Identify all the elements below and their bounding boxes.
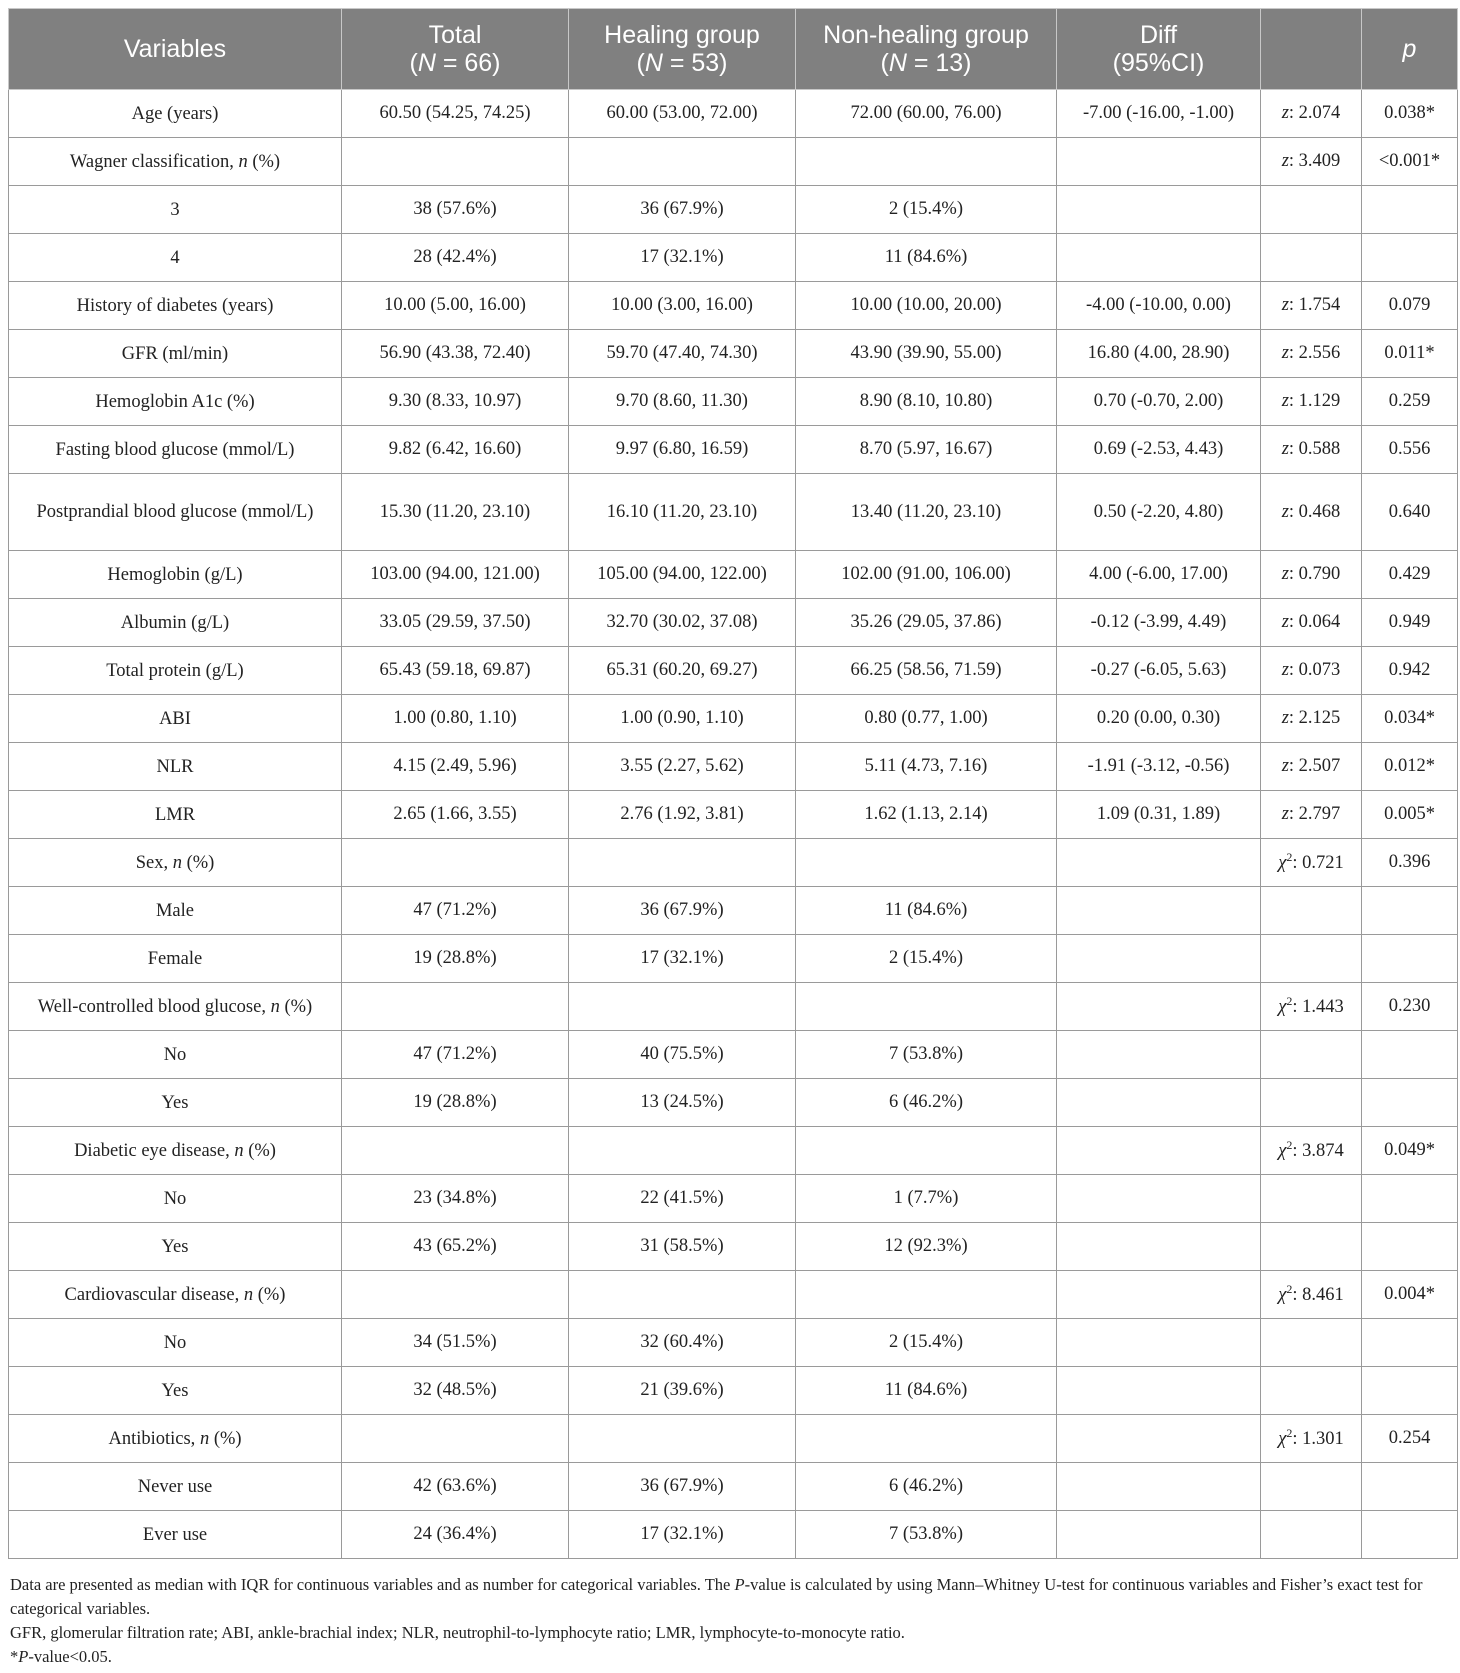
cell-diff [1057, 983, 1261, 1031]
cell-total: 4.15 (2.49, 5.96) [342, 743, 569, 791]
cell-statistic [1261, 887, 1362, 935]
cell-statistic: z: 1.129 [1261, 378, 1362, 426]
header-total-label: Total [428, 21, 482, 49]
cell-healing: 65.31 (60.20, 69.27) [569, 647, 796, 695]
cell-variable: Male [9, 887, 342, 935]
table-row [9, 1175, 1458, 1223]
cell-p-value [1362, 1463, 1458, 1511]
table-row [9, 1079, 1458, 1127]
header-p: p [1362, 9, 1458, 90]
cell-variable: No [9, 1319, 342, 1367]
cell-p-value: 0.949 [1362, 599, 1458, 647]
cell-diff: 4.00 (-6.00, 17.00) [1057, 551, 1261, 599]
header-nonhealing-label: Non-healing group [823, 21, 1029, 49]
cell-diff [1057, 1271, 1261, 1319]
cell-total: 9.30 (8.33, 10.97) [342, 378, 569, 426]
cell-healing [569, 138, 796, 186]
cell-variable: Age (years) [9, 90, 342, 138]
cell-total [342, 983, 569, 1031]
cell-statistic [1261, 1511, 1362, 1559]
cell-diff: -0.12 (-3.99, 4.49) [1057, 599, 1261, 647]
cell-diff [1057, 1127, 1261, 1175]
table-row [9, 234, 1458, 282]
table-row [9, 695, 1458, 743]
cell-statistic [1261, 186, 1362, 234]
cell-nonhealing: 66.25 (58.56, 71.59) [796, 647, 1057, 695]
cell-p-value [1362, 935, 1458, 983]
cell-p-value: <0.001* [1362, 138, 1458, 186]
table-row [9, 647, 1458, 695]
cell-nonhealing: 35.26 (29.05, 37.86) [796, 599, 1057, 647]
cell-statistic: z: 2.125 [1261, 695, 1362, 743]
cell-statistic [1261, 1031, 1362, 1079]
cell-p-value [1362, 1367, 1458, 1415]
cell-nonhealing: 2 (15.4%) [796, 186, 1057, 234]
cell-variable: Wagner classification, n (%) [9, 138, 342, 186]
cell-total: 2.65 (1.66, 3.55) [342, 791, 569, 839]
cell-variable: ABI [9, 695, 342, 743]
cell-nonhealing: 7 (53.8%) [796, 1031, 1057, 1079]
cell-p-value [1362, 1223, 1458, 1271]
footnote-significance: *P-value<0.05. [10, 1647, 112, 1666]
table-footnotes [8, 1573, 1457, 1669]
cell-healing: 17 (32.1%) [569, 935, 796, 983]
cell-nonhealing: 11 (84.6%) [796, 1367, 1057, 1415]
table-row [9, 186, 1458, 234]
cell-nonhealing: 11 (84.6%) [796, 234, 1057, 282]
cell-total [342, 1127, 569, 1175]
cell-nonhealing [796, 1415, 1057, 1463]
cell-total: 65.43 (59.18, 69.87) [342, 647, 569, 695]
cell-diff: 0.50 (-2.20, 4.80) [1057, 474, 1261, 551]
cell-statistic: $\chi^2$: 1.443 [1261, 983, 1362, 1031]
table-row [9, 839, 1458, 887]
cell-total: 19 (28.8%) [342, 1079, 569, 1127]
cell-healing: 36 (67.9%) [569, 186, 796, 234]
table-row [9, 743, 1458, 791]
cell-total: 56.90 (43.38, 72.40) [342, 330, 569, 378]
cell-nonhealing: 10.00 (10.00, 20.00) [796, 282, 1057, 330]
table-row [9, 791, 1458, 839]
cell-statistic: z: 0.073 [1261, 647, 1362, 695]
cell-nonhealing [796, 983, 1057, 1031]
cell-nonhealing: 43.90 (39.90, 55.00) [796, 330, 1057, 378]
cell-diff: 0.69 (-2.53, 4.43) [1057, 426, 1261, 474]
header-nonhealing [796, 9, 1057, 90]
cell-healing [569, 1127, 796, 1175]
cell-healing: 17 (32.1%) [569, 1511, 796, 1559]
data-table [8, 8, 1458, 1559]
cell-variable: Fasting blood glucose (mmol/L) [9, 426, 342, 474]
cell-diff [1057, 1463, 1261, 1511]
table-row [9, 599, 1458, 647]
cell-healing: 1.00 (0.90, 1.10) [569, 695, 796, 743]
cell-statistic: $\chi^2$: 1.301 [1261, 1415, 1362, 1463]
cell-variable: Yes [9, 1223, 342, 1271]
cell-diff [1057, 1415, 1261, 1463]
header-healing-n: (N = 53) [636, 49, 728, 77]
cell-p-value: 0.012* [1362, 743, 1458, 791]
cell-variable: 4 [9, 234, 342, 282]
cell-total: 34 (51.5%) [342, 1319, 569, 1367]
cell-nonhealing: 1.62 (1.13, 2.14) [796, 791, 1057, 839]
cell-p-value: 0.429 [1362, 551, 1458, 599]
cell-variable: No [9, 1031, 342, 1079]
cell-diff [1057, 1511, 1261, 1559]
table-row [9, 282, 1458, 330]
cell-total: 9.82 (6.42, 16.60) [342, 426, 569, 474]
cell-variable: Never use [9, 1463, 342, 1511]
cell-variable: 3 [9, 186, 342, 234]
cell-total: 43 (65.2%) [342, 1223, 569, 1271]
cell-statistic: $\chi^2$: 8.461 [1261, 1271, 1362, 1319]
header-variables: Variables [9, 9, 342, 90]
cell-total: 19 (28.8%) [342, 935, 569, 983]
cell-p-value: 0.034* [1362, 695, 1458, 743]
cell-diff: 0.70 (-0.70, 2.00) [1057, 378, 1261, 426]
table-row [9, 551, 1458, 599]
cell-nonhealing [796, 1271, 1057, 1319]
cell-total: 24 (36.4%) [342, 1511, 569, 1559]
cell-total: 42 (63.6%) [342, 1463, 569, 1511]
table-row [9, 1319, 1458, 1367]
cell-nonhealing: 72.00 (60.00, 76.00) [796, 90, 1057, 138]
cell-diff [1057, 186, 1261, 234]
cell-nonhealing: 12 (92.3%) [796, 1223, 1057, 1271]
cell-variable: Yes [9, 1079, 342, 1127]
table-row [9, 330, 1458, 378]
header-nonhealing-n: (N = 13) [880, 49, 972, 77]
cell-statistic: z: 2.074 [1261, 90, 1362, 138]
table-header [9, 9, 1458, 90]
cell-healing [569, 983, 796, 1031]
cell-healing: 3.55 (2.27, 5.62) [569, 743, 796, 791]
cell-p-value: 0.005* [1362, 791, 1458, 839]
cell-healing: 40 (75.5%) [569, 1031, 796, 1079]
cell-diff: -4.00 (-10.00, 0.00) [1057, 282, 1261, 330]
table-row [9, 1271, 1458, 1319]
cell-variable: Hemoglobin (g/L) [9, 551, 342, 599]
header-diff-label: Diff [1139, 21, 1178, 49]
cell-diff [1057, 1319, 1261, 1367]
table-row [9, 1415, 1458, 1463]
cell-p-value: 0.038* [1362, 90, 1458, 138]
footnote-methods: Data are presented as median with IQR for continuous variables and as number for categorical variables. The P-value is calculated by using Mann–Whitney U-test for continuous variables and Fisher’s exact test for categorical variables. [10, 1575, 1423, 1618]
cell-variable: Albumin (g/L) [9, 599, 342, 647]
table-row [9, 887, 1458, 935]
cell-statistic [1261, 1367, 1362, 1415]
cell-statistic: $\chi^2$: 0.721 [1261, 839, 1362, 887]
header-stat [1261, 9, 1362, 90]
cell-healing: 22 (41.5%) [569, 1175, 796, 1223]
cell-total: 38 (57.6%) [342, 186, 569, 234]
cell-variable: Hemoglobin A1c (%) [9, 378, 342, 426]
cell-nonhealing: 8.70 (5.97, 16.67) [796, 426, 1057, 474]
cell-total: 1.00 (0.80, 1.10) [342, 695, 569, 743]
table-row [9, 474, 1458, 551]
cell-diff: -1.91 (-3.12, -0.56) [1057, 743, 1261, 791]
cell-healing: 10.00 (3.00, 16.00) [569, 282, 796, 330]
footnote-abbreviations: GFR, glomerular filtration rate; ABI, ankle-brachial index; NLR, neutrophil-to-lymphocyte ratio; LMR, lymphocyte-to-monocyte ratio. [10, 1623, 905, 1642]
cell-p-value: 0.556 [1362, 426, 1458, 474]
cell-healing: 32.70 (30.02, 37.08) [569, 599, 796, 647]
cell-total: 60.50 (54.25, 74.25) [342, 90, 569, 138]
cell-diff: 16.80 (4.00, 28.90) [1057, 330, 1261, 378]
cell-statistic: z: 2.556 [1261, 330, 1362, 378]
cell-diff [1057, 935, 1261, 983]
cell-variable: NLR [9, 743, 342, 791]
cell-statistic [1261, 1079, 1362, 1127]
cell-healing: 31 (58.5%) [569, 1223, 796, 1271]
cell-variable: Total protein (g/L) [9, 647, 342, 695]
cell-healing [569, 1415, 796, 1463]
cell-p-value [1362, 1511, 1458, 1559]
cell-diff [1057, 1079, 1261, 1127]
cell-healing: 36 (67.9%) [569, 887, 796, 935]
table-row [9, 1511, 1458, 1559]
cell-statistic: z: 0.064 [1261, 599, 1362, 647]
cell-p-value: 0.079 [1362, 282, 1458, 330]
cell-healing: 60.00 (53.00, 72.00) [569, 90, 796, 138]
cell-statistic: z: 0.588 [1261, 426, 1362, 474]
cell-p-value [1362, 234, 1458, 282]
cell-healing: 16.10 (11.20, 23.10) [569, 474, 796, 551]
cell-healing [569, 1271, 796, 1319]
cell-statistic [1261, 1175, 1362, 1223]
cell-variable: History of diabetes (years) [9, 282, 342, 330]
cell-diff [1057, 1367, 1261, 1415]
cell-p-value: 0.942 [1362, 647, 1458, 695]
table-container [8, 8, 1457, 1669]
cell-variable: Sex, n (%) [9, 839, 342, 887]
table-row [9, 1367, 1458, 1415]
cell-variable: Ever use [9, 1511, 342, 1559]
cell-diff [1057, 1031, 1261, 1079]
header-row [9, 9, 1458, 90]
cell-statistic [1261, 935, 1362, 983]
cell-statistic [1261, 1463, 1362, 1511]
cell-variable: No [9, 1175, 342, 1223]
table-row [9, 426, 1458, 474]
cell-healing: 105.00 (94.00, 122.00) [569, 551, 796, 599]
cell-healing: 32 (60.4%) [569, 1319, 796, 1367]
cell-p-value: 0.011* [1362, 330, 1458, 378]
header-healing [569, 9, 796, 90]
cell-statistic [1261, 1319, 1362, 1367]
cell-healing: 36 (67.9%) [569, 1463, 796, 1511]
header-total [342, 9, 569, 90]
cell-total: 103.00 (94.00, 121.00) [342, 551, 569, 599]
cell-total: 10.00 (5.00, 16.00) [342, 282, 569, 330]
cell-statistic [1261, 1223, 1362, 1271]
table-body [9, 90, 1458, 1559]
cell-diff [1057, 887, 1261, 935]
cell-healing: 21 (39.6%) [569, 1367, 796, 1415]
table-row [9, 935, 1458, 983]
cell-variable: Yes [9, 1367, 342, 1415]
cell-nonhealing: 2 (15.4%) [796, 1319, 1057, 1367]
table-row [9, 1223, 1458, 1271]
cell-nonhealing: 11 (84.6%) [796, 887, 1057, 935]
cell-statistic: $\chi^2$: 3.874 [1261, 1127, 1362, 1175]
header-diff [1057, 9, 1261, 90]
cell-p-value: 0.259 [1362, 378, 1458, 426]
cell-p-value [1362, 186, 1458, 234]
cell-variable: Well-controlled blood glucose, n (%) [9, 983, 342, 1031]
cell-variable: Antibiotics, n (%) [9, 1415, 342, 1463]
cell-diff: 1.09 (0.31, 1.89) [1057, 791, 1261, 839]
table-row [9, 1031, 1458, 1079]
cell-nonhealing: 6 (46.2%) [796, 1079, 1057, 1127]
cell-healing: 13 (24.5%) [569, 1079, 796, 1127]
cell-statistic: z: 3.409 [1261, 138, 1362, 186]
cell-variable: GFR (ml/min) [9, 330, 342, 378]
cell-statistic: z: 1.754 [1261, 282, 1362, 330]
cell-variable: Cardiovascular disease, n (%) [9, 1271, 342, 1319]
cell-nonhealing: 0.80 (0.77, 1.00) [796, 695, 1057, 743]
cell-total: 23 (34.8%) [342, 1175, 569, 1223]
table-row [9, 1127, 1458, 1175]
cell-diff [1057, 138, 1261, 186]
cell-diff [1057, 1223, 1261, 1271]
header-healing-label: Healing group [604, 21, 760, 49]
cell-total: 32 (48.5%) [342, 1367, 569, 1415]
cell-healing: 2.76 (1.92, 3.81) [569, 791, 796, 839]
cell-total [342, 839, 569, 887]
cell-statistic: z: 0.790 [1261, 551, 1362, 599]
cell-p-value [1362, 1175, 1458, 1223]
cell-statistic: z: 2.507 [1261, 743, 1362, 791]
cell-p-value [1362, 1079, 1458, 1127]
cell-p-value: 0.254 [1362, 1415, 1458, 1463]
cell-nonhealing [796, 1127, 1057, 1175]
cell-total: 28 (42.4%) [342, 234, 569, 282]
cell-total: 33.05 (29.59, 37.50) [342, 599, 569, 647]
table-row [9, 138, 1458, 186]
cell-p-value: 0.230 [1362, 983, 1458, 1031]
cell-nonhealing: 7 (53.8%) [796, 1511, 1057, 1559]
cell-nonhealing: 6 (46.2%) [796, 1463, 1057, 1511]
cell-nonhealing: 8.90 (8.10, 10.80) [796, 378, 1057, 426]
header-diff-ci: (95%CI) [1112, 49, 1205, 77]
cell-total: 47 (71.2%) [342, 1031, 569, 1079]
cell-statistic: z: 2.797 [1261, 791, 1362, 839]
cell-total [342, 1415, 569, 1463]
cell-statistic [1261, 234, 1362, 282]
cell-healing: 9.70 (8.60, 11.30) [569, 378, 796, 426]
cell-total [342, 138, 569, 186]
cell-nonhealing [796, 839, 1057, 887]
cell-healing: 9.97 (6.80, 16.59) [569, 426, 796, 474]
cell-p-value [1362, 887, 1458, 935]
cell-statistic: z: 0.468 [1261, 474, 1362, 551]
cell-healing: 17 (32.1%) [569, 234, 796, 282]
cell-p-value: 0.396 [1362, 839, 1458, 887]
table-row [9, 1463, 1458, 1511]
cell-p-value [1362, 1031, 1458, 1079]
table-row [9, 90, 1458, 138]
cell-diff [1057, 234, 1261, 282]
cell-p-value [1362, 1319, 1458, 1367]
cell-diff [1057, 1175, 1261, 1223]
cell-healing [569, 839, 796, 887]
cell-healing: 59.70 (47.40, 74.30) [569, 330, 796, 378]
cell-nonhealing: 5.11 (4.73, 7.16) [796, 743, 1057, 791]
cell-variable: Postprandial blood glucose (mmol/L) [9, 474, 342, 551]
table-row [9, 983, 1458, 1031]
cell-total: 15.30 (11.20, 23.10) [342, 474, 569, 551]
cell-p-value: 0.049* [1362, 1127, 1458, 1175]
cell-p-value: 0.004* [1362, 1271, 1458, 1319]
cell-total: 47 (71.2%) [342, 887, 569, 935]
cell-diff: 0.20 (0.00, 0.30) [1057, 695, 1261, 743]
table-row [9, 378, 1458, 426]
cell-diff: -7.00 (-16.00, -1.00) [1057, 90, 1261, 138]
cell-nonhealing: 13.40 (11.20, 23.10) [796, 474, 1057, 551]
cell-nonhealing: 2 (15.4%) [796, 935, 1057, 983]
cell-variable: LMR [9, 791, 342, 839]
cell-variable: Female [9, 935, 342, 983]
cell-nonhealing: 102.00 (91.00, 106.00) [796, 551, 1057, 599]
cell-variable: Diabetic eye disease, n (%) [9, 1127, 342, 1175]
cell-diff [1057, 839, 1261, 887]
cell-nonhealing [796, 138, 1057, 186]
header-total-n: (N = 66) [409, 49, 501, 77]
cell-p-value: 0.640 [1362, 474, 1458, 551]
cell-diff: -0.27 (-6.05, 5.63) [1057, 647, 1261, 695]
cell-total [342, 1271, 569, 1319]
cell-nonhealing: 1 (7.7%) [796, 1175, 1057, 1223]
